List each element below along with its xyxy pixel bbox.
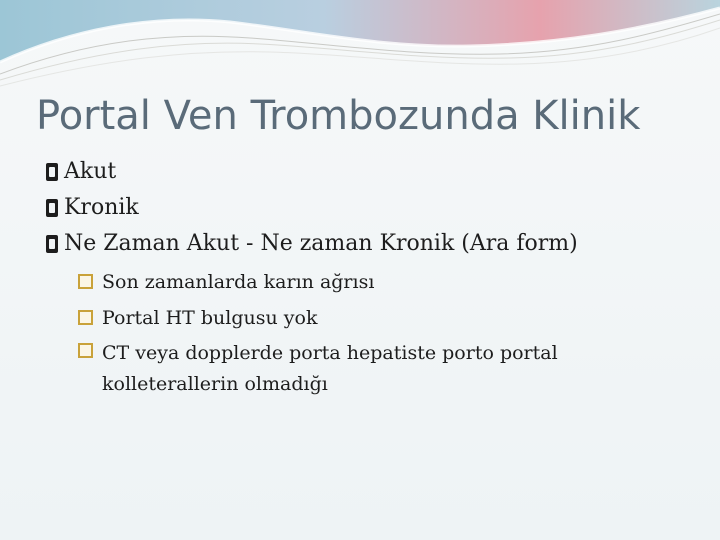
sub-bullet-item (68, 264, 666, 300)
bullet-text: Ne Zaman Akut - Ne zaman Kronik (Ara form) (64, 231, 578, 256)
bullet-text: Kronik (64, 195, 139, 220)
square-bullet-icon (46, 199, 58, 217)
slide-content (46, 154, 666, 400)
sub-bullet-item (68, 300, 666, 336)
header-decoration (0, 0, 720, 90)
checkbox-bullet-icon (78, 310, 93, 325)
sub-bullet-text: Son zamanlarda karın ağrısı (102, 271, 375, 293)
sub-bullet-item (68, 336, 666, 400)
checkbox-bullet-icon (78, 274, 93, 289)
square-bullet-icon (46, 163, 58, 181)
sub-bullet-list (46, 264, 666, 400)
bullet-item (46, 154, 666, 190)
bullet-text: Akut (64, 159, 117, 184)
checkbox-bullet-icon (78, 343, 93, 358)
bullet-item (46, 190, 666, 226)
sub-bullet-text: CT veya dopplerde porta hepatiste porto portal kolleterallerin olmadığı (102, 342, 558, 395)
bullet-list (46, 154, 666, 262)
bullet-item (46, 226, 666, 262)
sub-bullet-text: Portal HT bulgusu yok (102, 307, 318, 329)
slide-title: Portal Ven Trombozunda Klinik (36, 93, 641, 139)
square-bullet-icon (46, 235, 58, 253)
